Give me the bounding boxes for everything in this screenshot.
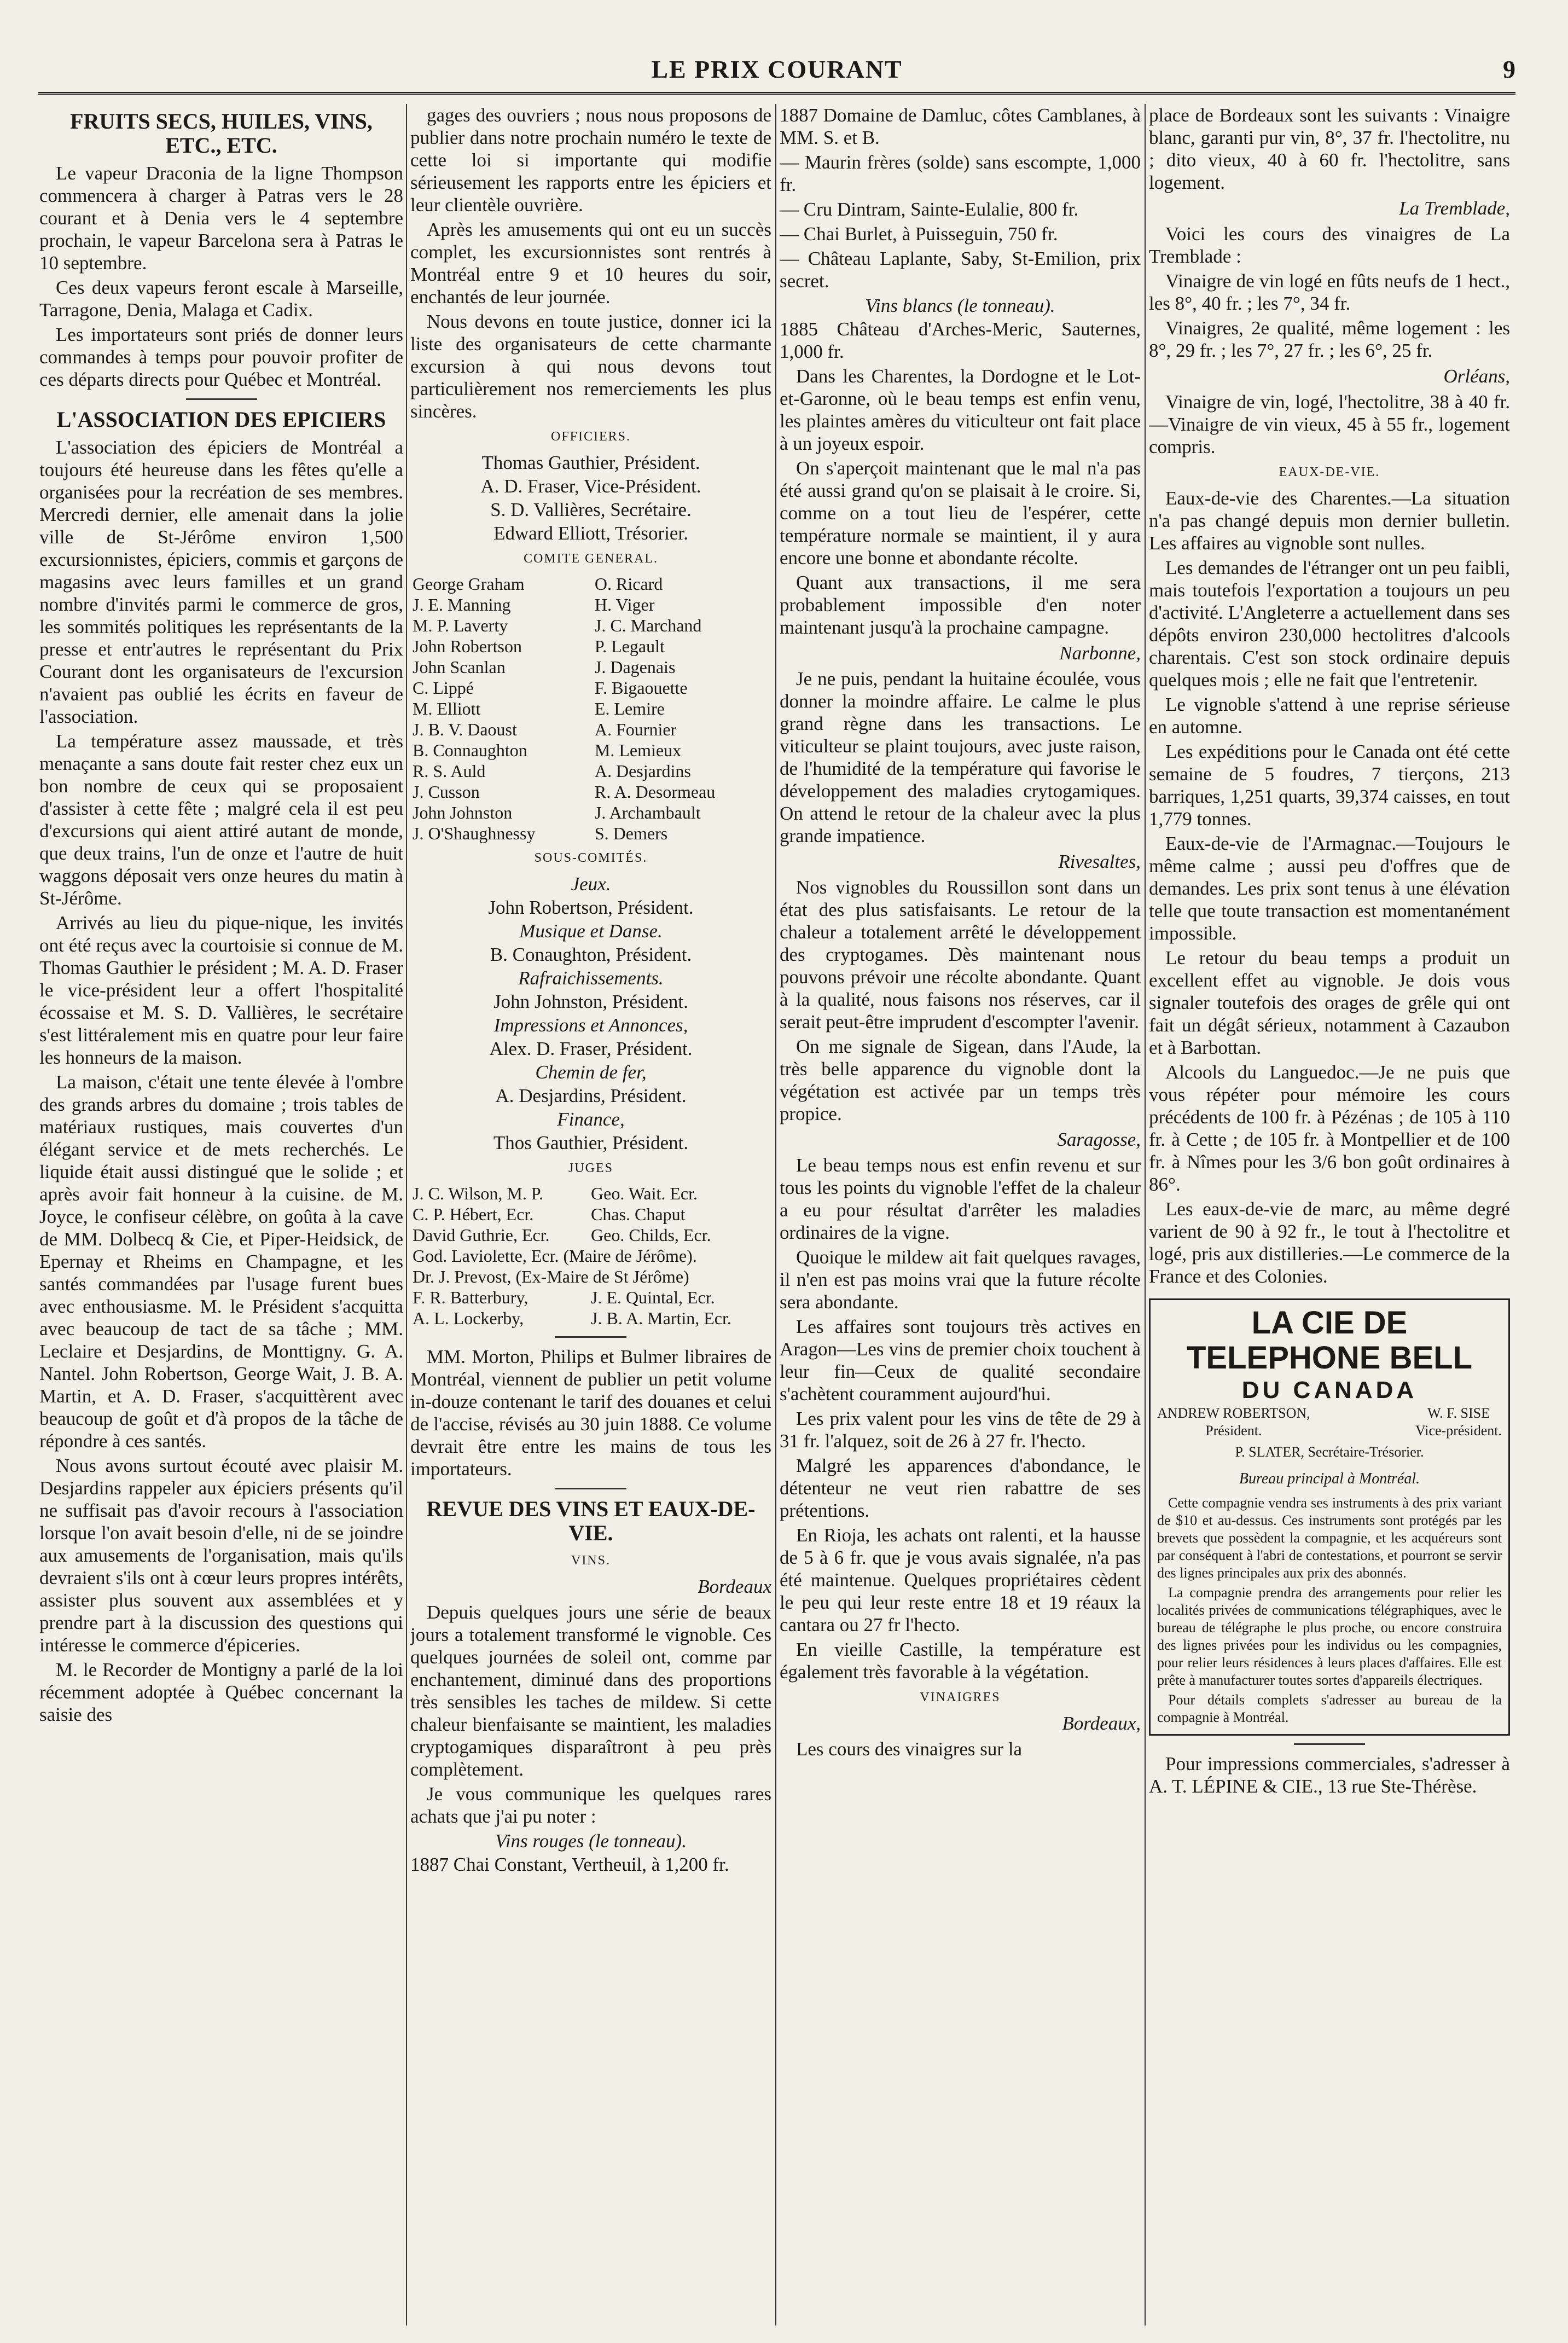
table-row (410, 823, 771, 844)
article-paragraph: Quoique le mildew ait fait quelques ravages, il n'en est pas moins vrai que la future récolte sera abondante. (780, 1246, 1141, 1313)
comite-label: COMITE GENERAL. (524, 552, 658, 566)
souscomites-label: SOUS-COMITÉS. (534, 851, 648, 865)
member-name: M. Lemieux (594, 740, 682, 760)
article-paragraph: Eaux-de-vie de l'Armagnac.—Toujours le même calme ; aussi peu d'offres que de demandes. Les prix sont tenus à une élévation telle que toute transaction est momentanément impossible. (1149, 833, 1510, 944)
table-row (410, 657, 771, 677)
officer-line: A. D. Fraser, Vice-Président. (480, 475, 701, 497)
subcommittee-name: Impressions et Annonces, (493, 1014, 688, 1036)
member-name: J. Dagenais (594, 657, 676, 677)
member-name: J. Cusson (413, 782, 480, 802)
ad-officer (1157, 1405, 1310, 1440)
article-paragraph: En vieille Castille, la température est également très favorable à la végétation. (780, 1639, 1141, 1683)
table-row (410, 698, 771, 719)
table-row (410, 802, 771, 823)
masthead-rule (38, 92, 1515, 96)
ad-subtitle: DU CANADA (1241, 1377, 1418, 1404)
judge-name: A. L. Lockerby, (413, 1308, 524, 1328)
judge-name: C. P. Hébert, Ecr. (413, 1204, 534, 1224)
column-1 (39, 104, 403, 2325)
table-row (410, 719, 771, 740)
judge-name: Dr. J. Prevost, (Ex-Maire de St Jérôme) (413, 1267, 689, 1286)
vins-blancs-label: Vins blancs (le tonneau). (865, 295, 1055, 316)
table-row (410, 1287, 771, 1308)
subcommittee-chair: Thos Gauthier, Président. (493, 1132, 689, 1153)
article-paragraph: L'association des épiciers de Montréal a toujours été heureuse dans les fêtes qu'elle a organisées pour la recréation de ses membres. Mercredi dernier, elle amenait dans la jolie ville de St-Jérôme environ 1,500 excursionnistes, épiciers, commis et garçons de magasins avec leurs familles et un grand nombre d'invités parmi le commerce de gros, les sommités politiques les représentants de la presse et entr'autres le représentant du Prix Courant dont les organisateurs de l'excursion n'avaient pas oublié les écrits en faveur de l'association. (39, 437, 403, 727)
member-name: John Scanlan (413, 657, 506, 677)
article-paragraph: Après les amusements qui ont eu un succès complet, les excursionnistes sont rentrés à Montréal entre 9 et 10 heures du soir, enchantés de leur journée. (410, 219, 771, 308)
section-separator (186, 398, 257, 400)
comite-table (410, 573, 771, 844)
judge-name: God. Laviolette, Ecr. (Maire de Jérôme). (413, 1246, 697, 1266)
article-paragraph: Nos vignobles du Roussillon sont dans un état des plus satisfaisants. Le retour de la chaleur a totalement arrêté le développement des cryptogames. Dès maintenant nous pouvons prévoir une récolte abondante. Quant à la qualité, nous faisons nos réserves, car il serait peut-être imprudent d'escompter l'avenir. (780, 877, 1141, 1033)
fruits-heading: FRUITS SECS, HUILES, VINS, ETC., ETC. (70, 109, 373, 158)
member-name: J. O'Shaughnessy (413, 823, 536, 843)
subcommittee-name: Musique et Danse. (519, 920, 663, 942)
member-name: S. Demers (594, 823, 668, 843)
member-name: H. Viger (594, 595, 655, 614)
ad-paragraph: Pour détails complets s'adresser au bureau de la compagnie à Montréal. (1157, 1692, 1502, 1725)
place-label: Orléans, (1443, 366, 1510, 387)
article-paragraph: Dans les Charentes, la Dordogne et le Lot-et-Garonne, où le beau temps est enfin venu, les plaintes amères du viticulteur ont fait place à un joyeux espoir. (780, 366, 1141, 454)
judge-name: J. C. Wilson, M. P. (413, 1184, 544, 1203)
wine-entry: — Chai Burlet, à Puisseguin, 750 fr. (780, 223, 1058, 245)
member-name: M. Elliott (413, 699, 481, 718)
article-paragraph: place de Bordeaux sont les suivants : Vinaigre blanc, garanti pur vin, 8°, 37 fr. l'hectolitre, nu ; dito vieux, 40 à 60 fr. l'hectolitre, sans logement. (1149, 105, 1510, 193)
column-divider (775, 104, 776, 2325)
vins-rouges-label: Vins rouges (le tonneau). (495, 1830, 687, 1852)
judge-name: J. E. Quintal, Ecr. (591, 1288, 715, 1307)
article-paragraph: La température assez maussade, et très menaçante a sans doute fait rester chez eux un bon nombre de ceux qui se proposaient d'assister à cette fête ; malgré cela il est peu d'excursions qui aient attiré autant de monde, que deux trains, l'un de onze et l'autre de huit waggons déposait vers onze heures du matin à St-Jérôme. (39, 730, 403, 909)
article-paragraph: Les importateurs sont priés de donner leurs commandes à temps pour pouvoir profiter de ces départs directs pour Québec et Montréal. (39, 324, 403, 390)
officer-line: Edward Elliott, Trésorier. (493, 523, 688, 544)
place-label: Rivesaltes, (1058, 851, 1141, 872)
wine-entry: — Château Laplante, Saby, St-Emilion, prix secret. (780, 248, 1141, 292)
article-paragraph: MM. Morton, Philips et Bulmer libraires de Montréal, viennent de publier un petit volume in-douze contenant le tarif des douanes et celui de l'accise, révisés au 30 juin 1888. Ce volume devrait être entre les mains de tous les importateurs. (410, 1346, 771, 1480)
article-paragraph: Les prix valent pour les vins de tête de 29 à 31 fr. l'alquez, soit de 26 à 27 fr. l'hecto. (780, 1408, 1141, 1452)
section-separator (1294, 1743, 1365, 1745)
table-row (410, 594, 771, 615)
place-label: Saragosse, (1057, 1129, 1141, 1150)
article-paragraph: Malgré les apparences d'abondance, le détenteur ne veut rien rabattre de ses prétentions. (780, 1455, 1141, 1521)
vinaigres-label: VINAIGRES (920, 1690, 1001, 1704)
table-row (410, 636, 771, 657)
officer-role: Vice-président. (1415, 1423, 1502, 1439)
subcommittee-chair: Alex. D. Fraser, Président. (489, 1038, 693, 1059)
article-paragraph: Eaux-de-vie des Charentes.—La situation n'a pas changé depuis mon dernier bulletin. Les affaires au vignoble sont nulles. (1149, 488, 1510, 554)
member-name: A. Desjardins (594, 761, 691, 781)
article-paragraph: Ces deux vapeurs feront escale à Marseille, Tarragone, Denia, Malaga et Cadix. (39, 277, 403, 321)
member-name: A. Fournier (594, 720, 677, 739)
article-paragraph: Je vous communique les quelques rares achats que j'ai pu noter : (410, 1783, 771, 1827)
article-paragraph: Nous devons en toute justice, donner ici la liste des organisateurs de cette charmante excursion à qui nous devons tout particulièrement nos remerciements les plus sincères. (410, 311, 771, 422)
article-paragraph: Voici les cours des vinaigres de La Tremblade : (1149, 223, 1510, 267)
section-separator (555, 1488, 626, 1489)
member-name: R. S. Auld (413, 761, 486, 781)
subcommittee-chair: B. Conaughton, Président. (490, 944, 692, 965)
ad-title: LA CIE DE TELEPHONE BELL (1186, 1305, 1473, 1376)
column-divider (1145, 104, 1146, 2325)
place-label: La Tremblade, (1399, 198, 1510, 219)
article-paragraph: Le retour du beau temps a produit un excellent effet au vignoble. Je dois vous signaler toutefois des orages de grêle qui ont fait un dégât sérieux, notamment à Cazaubon et à Barbottan. (1149, 947, 1510, 1058)
wine-entry: — Cru Dintram, Sainte-Eulalie, 800 fr. (780, 199, 1079, 220)
column-2 (410, 104, 771, 2325)
impressions-notice: Pour impressions commerciales, s'adresser à A. T. LÉPINE & CIE., 13 rue Ste-Thérèse. (1149, 1753, 1510, 1797)
table-row (410, 1204, 771, 1225)
table-row (410, 615, 771, 636)
article-paragraph: Les demandes de l'étranger ont un peu faibli, mais toutefois l'exportation a toujours un peu d'activité. L'Angleterre a actuellement dans ses dépôts environ 230,000 hectolitres d'alcools charentais. C'est son stock ordinaire depuis quelques mois ; elle ne fait que l'entretenir. (1149, 557, 1510, 691)
juges-table (410, 1183, 771, 1329)
article-paragraph: Les affaires sont toujours très actives en Aragon—Les vins de premier choix touchent à leur fin—Ceux de qualité secondaire s'achètent couramment aujourd'hui. (780, 1316, 1141, 1405)
place-label: Narbonne, (1059, 642, 1141, 664)
column-divider (406, 104, 407, 2325)
bell-telephone-advertisement (1149, 1298, 1510, 1736)
article-paragraph: Nous avons surtout écouté avec plaisir M. Desjardins rappeler aux épiciers présents qu'il ne suffisait pas d'avoir recours à l'association lorsque l'on avait besoin d'elle, ni de se joindre aux amusements de l'organisation, mais qu'ils devraient s'ils ont à cœur leurs propres intérêts, assister plus souvent aux assemblées et y prendre part à la discussion des questions qui intéresse le commerce d'épiceries. (39, 1455, 403, 1656)
table-row (410, 781, 771, 802)
article-paragraph: La maison, c'était une tente élevée à l'ombre des grands arbres du domaine ; trois tables de matériaux rustiques, mais couvertes d'un élégant service et de mets recherchés. Le liquide était aussi distingué que le solide ; et après avoir fait honneur à la cuisine. de M. Joyce, le confiseur célèbre, on goûta à la cave de MM. Dolbecq & Cie, et Piper-Heidsick, de Epernay et Rheims en Champagne, et les santés commandées par l'usage furent bues avec enthousiasme. M. le Président s'acquitta avec beaucoup de tact de sa tâche ; MM. Leclaire et Desjardins, de Monttigny. G. A. Nantel. John Robertson, George Wait, J. B. A. Martin, et A. D. Fraser, s'acquittèrent avec beaucoup de goût et d'à propos de la tâche de répondre à ces santés. (39, 1071, 403, 1452)
judge-name: F. R. Batterbury, (413, 1288, 529, 1307)
member-name: O. Ricard (594, 574, 663, 594)
article-paragraph: gages des ouvriers ; nous nous proposons de publier dans notre prochain numéro le texte de cette loi si importante qui modifie sérieusement les rapports entre les épiciers et leur clientèle ouvrière. (410, 105, 771, 216)
article-paragraph: Le beau temps nous est enfin revenu et sur tous les points du vignoble l'effet de la chaleur a eu pour résultat d'arrêter les maladies ordinaires de la vigne. (780, 1155, 1141, 1243)
table-row (410, 1266, 771, 1287)
judge-name: Chas. Chaput (591, 1204, 686, 1224)
subcommittee-chair: John Robertson, Président. (488, 897, 694, 918)
wine-entry: 1885 Château d'Arches-Meric, Sauternes, 1,000 fr. (780, 318, 1141, 362)
place-label: Bordeaux (698, 1576, 771, 1597)
article-paragraph: Alcools du Languedoc.—Je ne puis que vous répéter pour mémoire les cours précédents de 100 fr. à Pézénas ; de 105 à 110 fr. à Cette ; de 105 fr. à Montpellier et de 100 fr. à Nîmes pour les 3/6 bon goût ordinaires à 86°. (1149, 1062, 1510, 1195)
article-paragraph: On me signale de Sigean, dans l'Aude, la très belle apparence du vignoble dont la végétation est activée par un temps très propice. (780, 1036, 1141, 1124)
table-row (410, 677, 771, 698)
officer-name: ANDREW ROBERTSON, (1157, 1405, 1310, 1421)
officer-name: W. F. SISE (1427, 1405, 1490, 1421)
juges-label: JUGES (568, 1161, 613, 1175)
vins-label: VINS. (571, 1553, 611, 1568)
wine-entry: — Maurin frères (solde) sans escompte, 1,000 fr. (780, 152, 1141, 195)
wine-entry: 1887 Domaine de Damluc, côtes Camblanes, à MM. S. et B. (780, 105, 1141, 148)
place-label: Bordeaux, (1062, 1713, 1141, 1734)
subcommittee-name: Chemin de fer, (535, 1062, 647, 1083)
member-name: John Johnston (413, 803, 513, 822)
article-paragraph: Depuis quelques jours une série de beaux jours a totalement transformé le vignoble. Ces quelques journées de soleil ont, comme par enchantement, diminué dans des proportions très sensibles les taches de mildew. Si cette chaleur bienfaisante se maintient, les maladies cryptogamiques disparaîtront à peu près complètement. (410, 1602, 771, 1780)
ad-paragraph: Cette compagnie vendra ses instruments à des prix variant de $10 et au-dessus. Ces instruments sont protégés par les brevets que possèdent la compagnie, et les acquéreurs sont par conséquent à l'abri de contestations, et pourront se servir des lignes principales aux prix des abonnés. (1157, 1495, 1502, 1581)
table-row (410, 761, 771, 781)
article-paragraph: Quant aux transactions, il me sera probablement impossible d'en noter maintenant jusqu'à la prochaine campagne. (780, 572, 1141, 638)
officer-line: Thomas Gauthier, Président. (481, 452, 700, 473)
member-name: C. Lippé (413, 678, 474, 698)
article-paragraph: Le vignoble s'attend à une reprise sérieuse en automne. (1149, 694, 1510, 738)
page-number: 9 (1503, 55, 1515, 83)
section-separator (555, 1336, 626, 1338)
officer-line: S. D. Vallières, Secrétaire. (490, 499, 692, 520)
ad-officers (1157, 1405, 1502, 1440)
subcommittee-chair: A. Desjardins, Président. (495, 1085, 687, 1106)
subcommittee-name: Rafraichissements. (518, 967, 664, 989)
subcommittee-name: Jeux. (571, 873, 611, 895)
article-paragraph: Les eaux-de-vie de marc, au même degré varient de 90 à 92 fr., le tout à l'hectolitre et logé, pris aux distilleries.—Le commerce de la France et des Colonies. (1149, 1198, 1510, 1287)
member-name: P. Legault (594, 636, 665, 656)
article-paragraph: Je ne puis, pendant la huitaine écoulée, vous donner la moindre affaire. Le calme le plus grand règne dans les transactions. Le viticulteur se plaint toujours, avec juste raison, de l'humidité de la température qui favorise le développement des maladies crytogamiques. On attend le retour de la chaleur avec la plus grande impatience. (780, 668, 1141, 846)
judge-name: Geo. Wait. Ecr. (591, 1184, 698, 1203)
table-row (410, 1245, 771, 1266)
subcommittee-name: Finance, (557, 1109, 625, 1130)
revue-heading: REVUE DES VINS ET EAUX-DE-VIE. (426, 1497, 756, 1545)
table-row (410, 573, 771, 594)
ad-paragraph: La compagnie prendra des arrangements pour relier les localités privées de communications télégraphiques, avec le bureau de télégraphe le plus proche, ou encore construira des lignes privées pour les individus ou les compagnies, pour relier leurs résidences à leurs places d'affaires. Elle est prête à manufacturer toutes sortes d'appareils électriques. (1157, 1585, 1502, 1688)
article-paragraph: Vinaigre de vin, logé, l'hectolitre, 38 à 40 fr.—Vinaigre de vin vieux, 45 à 55 fr., logement compris. (1149, 391, 1510, 457)
member-name: J. E. Manning (413, 595, 511, 614)
article-paragraph: Arrivés au lieu du pique-nique, les invités ont été reçus avec la courtoisie si connue de M. Thomas Gauthier le président ; M. A. D. Fraser le vice-président leur a offert l'hospitalité écossaise et M. S. D. Vallières, le secrétaire s'est littéralement mis en quatre pour leur faire les honneurs de la maison. (39, 912, 403, 1068)
ad-bureau: Bureau principal à Montréal. (1239, 1470, 1420, 1487)
subcommittee-chair: John Johnston, Président. (493, 991, 688, 1012)
newspaper-title: LE PRIX COURANT (651, 55, 903, 83)
table-row (410, 740, 771, 761)
table-row (410, 1183, 771, 1204)
member-name: John Robertson (413, 636, 522, 656)
member-name: E. Lemire (594, 699, 665, 718)
judge-name: David Guthrie, Ecr. (413, 1225, 550, 1245)
column-3 (780, 104, 1141, 2325)
officiers-label: OFFICIERS. (550, 430, 631, 444)
table-row (410, 1225, 771, 1245)
eaux-de-vie-label: EAUX-DE-VIE. (1279, 465, 1380, 479)
masthead (38, 55, 1515, 104)
member-name: B. Connaughton (413, 740, 527, 760)
member-name: J. C. Marchand (594, 616, 702, 635)
judge-name: Geo. Childs, Ecr. (591, 1225, 711, 1245)
article-paragraph: Le vapeur Draconia de la ligne Thompson commencera à charger à Patras vers le 28 courant et à Denia vers le 4 septembre prochain, le vapeur Barcelona sera à Patras le 10 septembre. (39, 163, 403, 274)
article-paragraph: M. le Recorder de Montigny a parlé de la loi récemment adoptée à Québec concernant la saisie des (39, 1659, 403, 1725)
ad-officer (1415, 1405, 1502, 1440)
article-paragraph: Vinaigre de vin logé en fûts neufs de 1 hect., les 8°, 40 fr. ; les 7°, 34 fr. (1149, 270, 1510, 314)
article-paragraph: On s'aperçoit maintenant que le mal n'a pas été aussi grand qu'on se plaisait à le croire. Si, comme on a tout lieu de l'espérer, cette température normale se maintient, il y aura encore une bonne et abondante récolte. (780, 457, 1141, 569)
ad-secretary: P. SLATER, Secrétaire-Trésorier. (1235, 1444, 1424, 1460)
association-heading: L'ASSOCIATION DES EPICIERS (56, 407, 386, 432)
member-name: J. Archambault (594, 803, 701, 822)
column-4 (1149, 104, 1510, 2325)
member-name: George Graham (413, 574, 525, 594)
judge-name: J. B. A. Martin, Ecr. (591, 1308, 731, 1328)
article-paragraph: Les expéditions pour le Canada ont été cette semaine de 5 foudres, 7 tierçons, 213 barriques, 1,251 quarts, 39,374 caisses, en tout 1,779 tonnes. (1149, 741, 1510, 830)
member-name: M. P. Laverty (413, 616, 508, 635)
member-name: J. B. V. Daoust (413, 720, 517, 739)
article-paragraph: Vinaigres, 2e qualité, même logement : les 8°, 29 fr. ; les 7°, 27 fr. ; les 6°, 25 fr. (1149, 317, 1510, 361)
officer-role: Président. (1205, 1423, 1262, 1439)
member-name: R. A. Desormeau (594, 782, 716, 802)
member-name: F. Bigaouette (594, 678, 688, 698)
article-paragraph: En Rioja, les achats ont ralenti, et la hausse de 5 à 6 fr. que je vous avais signalée, n'a pas été maintenue. Quelques propriétaires cèdent le peu qui leur reste entre 18 et 19 réaux la cantara ou 27 fr l'hecto. (780, 1524, 1141, 1636)
article-paragraph: Les cours des vinaigres sur la (796, 1738, 1023, 1760)
table-row (410, 1308, 771, 1329)
wine-entry: 1887 Chai Constant, Vertheuil, à 1,200 fr. (410, 1854, 729, 1875)
